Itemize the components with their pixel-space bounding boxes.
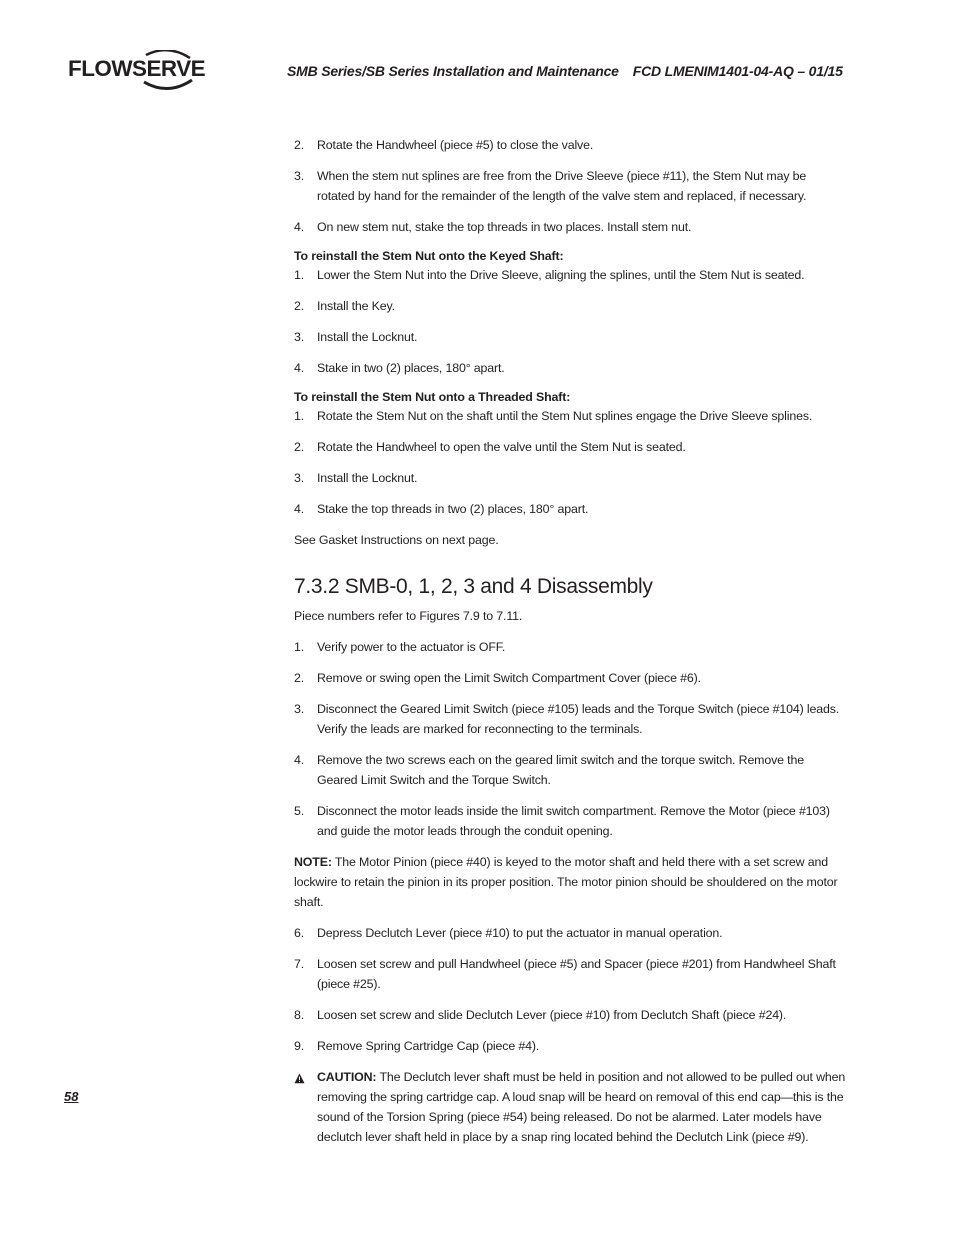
flowserve-logo — [68, 50, 208, 96]
page-number: 58 — [64, 1089, 79, 1104]
caution-block — [294, 1067, 846, 1147]
doc-title: SMB Series/SB Series Installation and Maintenance — [287, 63, 619, 79]
list-item: 2. Install the Key. — [294, 299, 395, 313]
list-item: 6. Depress Declutch Lever (piece #10) to put the actuator in manual operation. — [294, 926, 723, 940]
section-title: 7.3.2 SMB-0, 1, 2, 3 and 4 Disassembly — [294, 575, 653, 598]
list-item: 2. Rotate the Handwheel to open the valve until the Stem Nut is seated. — [294, 440, 686, 454]
list-item: 8. Loosen set screw and slide Declutch Lever (piece #10) from Declutch Shaft (piece #24). — [294, 1008, 787, 1022]
list-item: 3. Install the Locknut. — [294, 330, 418, 344]
list-item: 7. Loosen set screw and pull Handwheel (piece #5) and Spacer (piece #201) from Handwheel Shaft (piece #25). — [294, 957, 836, 991]
warning-triangle-icon — [294, 1070, 305, 1090]
caution-label: CAUTION: — [317, 1070, 377, 1084]
note-text: The Motor Pinion (piece #40) is keyed to the motor shaft and held there with a set screw and lockwire to retain the pinion in its proper position. The motor pinion should be shouldered on the motor shaft. — [294, 855, 838, 909]
list-item: 3. Disconnect the Geared Limit Switch (piece #105) leads and the Torque Switch (piece #104) leads. Verify the leads are marked for reconnecting to the terminals. — [294, 702, 840, 736]
keyed-shaft-heading: To reinstall the Stem Nut onto the Keyed Shaft: — [294, 249, 564, 263]
list-item: 3. Install the Locknut. — [294, 471, 418, 485]
list-item: 4. Stake the top threads in two (2) places, 180° apart. — [294, 502, 589, 516]
list-item: 2. Remove or swing open the Limit Switch Compartment Cover (piece #6). — [294, 671, 701, 685]
threaded-shaft-list — [294, 406, 846, 519]
header-title — [287, 63, 847, 79]
logo-text: FLOWSERVE — [68, 56, 206, 81]
gasket-note: See Gasket Instructions on next page. — [294, 533, 499, 547]
disassembly-steps-b — [294, 923, 846, 1056]
doc-code: FCD LMENIM1401-04-AQ – 01/15 — [632, 63, 843, 79]
note-label: NOTE: — [294, 855, 332, 869]
list-item: 1. Rotate the Stem Nut on the shaft until the Stem Nut splines engage the Drive Sleeve splines. — [294, 409, 813, 423]
list-item: 4. On new stem nut, stake the top threads in two places. Install stem nut. — [294, 220, 692, 234]
intro-list — [294, 135, 846, 237]
list-item: 1. Verify power to the actuator is OFF. — [294, 640, 506, 654]
page-content — [294, 135, 846, 1147]
list-item: 2. Rotate the Handwheel (piece #5) to close the valve. — [294, 138, 594, 152]
flowserve-swoosh-icon — [68, 50, 208, 96]
list-item: 1. Lower the Stem Nut into the Drive Sleeve, aligning the splines, until the Stem Nut is seated. — [294, 268, 805, 282]
caution-text: The Declutch lever shaft must be held in position and not allowed to be pulled out when removing the spring cartridge cap. A loud snap will be heard on removal of this end cap—this is the sound of the Torsion Spring (piece #54) being released. Do not be alarmed. Later models have declutch lever shaft held in place by a snap ring located behind the Declutch Link (piece #9). — [317, 1070, 846, 1144]
list-item: 4. Remove the two screws each on the geared limit switch and the torque switch. Remove the Geared Limit Switch and the Torque Switch. — [294, 753, 804, 787]
keyed-shaft-list — [294, 265, 846, 378]
list-item: 4. Stake in two (2) places, 180° apart. — [294, 361, 505, 375]
list-item: 5. Disconnect the motor leads inside the limit switch compartment. Remove the Motor (piece #103) and guide the motor leads through the conduit opening. — [294, 804, 830, 838]
threaded-shaft-heading: To reinstall the Stem Nut onto a Threaded Shaft: — [294, 390, 571, 404]
list-item: 9. Remove Spring Cartridge Cap (piece #4). — [294, 1039, 540, 1053]
note-paragraph — [294, 852, 846, 912]
section-intro: Piece numbers refer to Figures 7.9 to 7.11. — [294, 609, 523, 623]
disassembly-steps-a — [294, 637, 846, 841]
list-item: 3. When the stem nut splines are free from the Drive Sleeve (piece #11), the Stem Nut may be rotated by hand for the remainder of the length of the valve stem and replaced, if necessary. — [294, 169, 807, 203]
